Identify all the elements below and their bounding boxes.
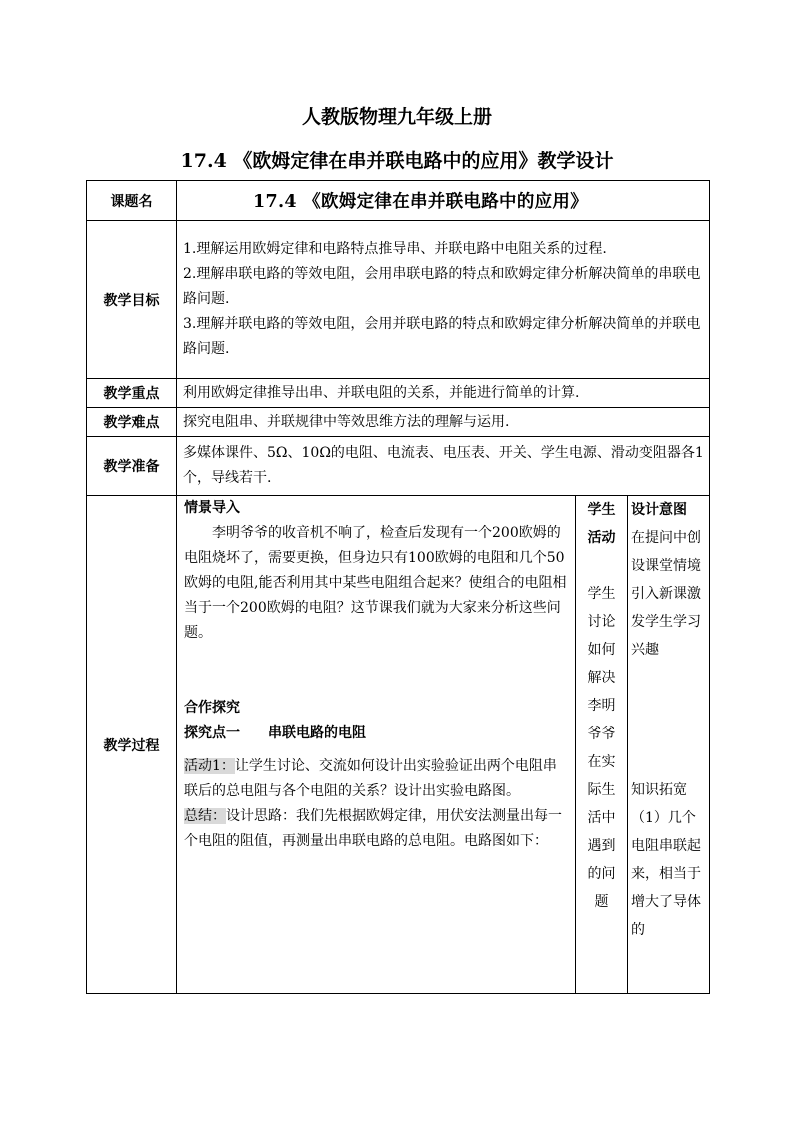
row-key-point xyxy=(87,379,710,408)
goal-item: 2.理解串联电路的等效电阻，会用串联电路的特点和欧姆定律分析解决简单的串联电路问题. xyxy=(183,266,701,307)
intro-heading: 情景导入 xyxy=(184,500,240,516)
summary-label: 总结： xyxy=(184,808,226,824)
point1-heading: 探究点一 串联电路的电阻 xyxy=(184,725,366,741)
activity-text: 让学生讨论、交流如何设计出实验验证出两个电阻串联后的总电阻与各个电阻的关系？设计出实验电路图。 xyxy=(184,758,557,799)
key-label: 教学重点 xyxy=(87,379,177,408)
student-header: 学生活动 xyxy=(587,502,616,546)
difficulty-value: 探究电阻串、并联规律中等效思维方法的理解与运用. xyxy=(177,408,710,437)
course-value: 17.4 《欧姆定律在串并联电路中的应用》 xyxy=(177,181,710,221)
prep-value: 多媒体课件、5Ω、10Ω的电阻、电流表、电压表、开关、学生电源、滑动变阻器各1个，导线若干. xyxy=(177,437,710,496)
design-header: 设计意图 xyxy=(631,502,687,518)
document-title-line1: 人教版物理九年级上册 xyxy=(301,106,492,128)
design-text-1: 在提问中创设课堂情境引入新课激发学生学习兴趣 xyxy=(631,530,701,658)
row-process xyxy=(87,496,710,994)
row-course xyxy=(87,181,710,221)
key-value: 利用欧姆定律推导出串、并联电阻的关系，并能进行简单的计算. xyxy=(177,379,710,408)
row-preparation xyxy=(87,437,710,496)
spacer xyxy=(184,646,569,696)
design-intent-column xyxy=(628,496,710,994)
summary-text: 设计思路：我们先根据欧姆定律，用伏安法测量出每一个电阻的阻值，再测量出串联电路的总电阻。电路图如下： xyxy=(184,808,562,849)
summary-paragraph xyxy=(184,804,569,854)
row-goals xyxy=(87,221,710,379)
design-text-2: 知识拓宽（1）几个电阻串联起来，相当于增大了导体的 xyxy=(631,782,701,938)
course-label: 课题名 xyxy=(87,181,177,221)
difficulty-label: 教学难点 xyxy=(87,408,177,437)
prep-label: 教学准备 xyxy=(87,437,177,496)
activity-label: 活动1： xyxy=(184,758,235,774)
process-label: 教学过程 xyxy=(87,496,177,994)
row-difficulty xyxy=(87,408,710,437)
goals-cell xyxy=(177,221,710,379)
document-title-line2: 17.4 《欧姆定律在串并联电路中的应用》教学设计 xyxy=(180,150,614,172)
process-content xyxy=(177,496,576,994)
lesson-plan-table xyxy=(86,180,710,994)
activity-paragraph xyxy=(184,754,569,804)
spacer xyxy=(631,664,706,776)
goal-item: 3.理解并联电路的等效电阻，会用并联电路的特点和欧姆定律分析解决简单的并联电路问题. xyxy=(183,316,701,357)
intro-text: 李明爷爷的收音机不响了，检查后发现有一个200欧姆的电阻烧坏了，需要更换，但身边只有100欧姆的电阻和几个50欧姆的电阻,能否利用其中某些电阻组合起来？使组合的电阻相当于一个200欧姆的电阻？这节课我们就为大家来分析这些问题。 xyxy=(184,525,567,641)
student-text: 学生讨论如何解决李明爷爷在实际生活中遇到的问题 xyxy=(587,586,616,910)
student-activity-column xyxy=(576,496,628,994)
goals-label: 教学目标 xyxy=(87,221,177,379)
coop-heading: 合作探究 xyxy=(184,700,240,716)
goal-item: 1.理解运用欧姆定律和电路特点推导串、并联电路中电阻关系的过程. xyxy=(183,241,607,257)
